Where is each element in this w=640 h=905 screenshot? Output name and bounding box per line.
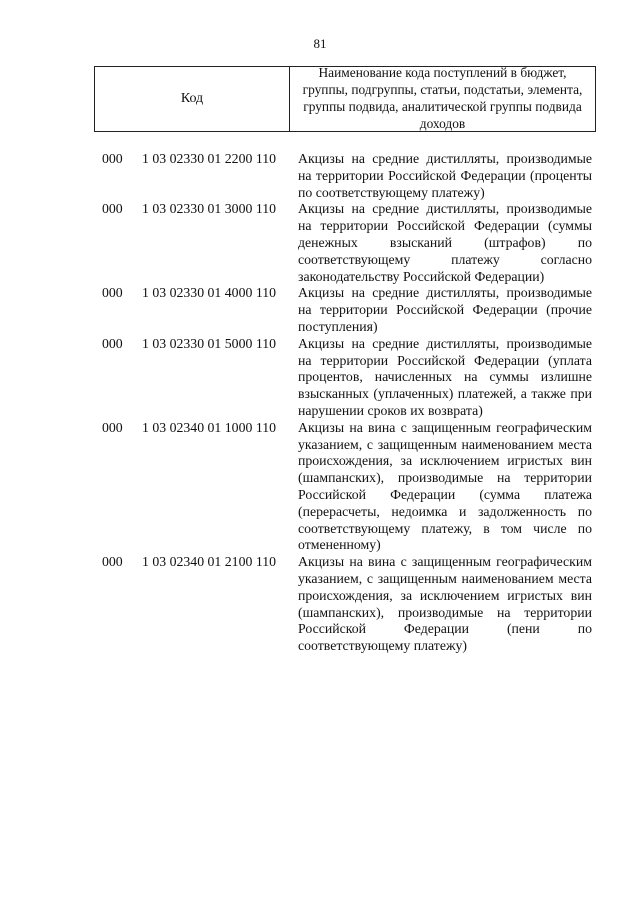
- table-row: [102, 285, 592, 335]
- revenue-code: 1 03 02340 01 2100 110: [142, 554, 277, 570]
- revenue-code: 1 03 02330 01 2200 110: [142, 151, 277, 166]
- admin-code: 000: [102, 554, 123, 570]
- revenue-name: Акцизы на средние дистилляты, производимые на территории Российской Федерации (проценты по соответствующему платежу): [298, 151, 592, 200]
- page-number: 81: [313, 36, 327, 51]
- revenue-name: Акцизы на вина с защищенным географическим указанием, с защищенным наименованием места происхождения, за исключением игристых вин (шампанских), производимые на территории Российской Федерации (сумма платежа (перерасчеты, недоимка и задолженность по соответствующему платежу, в том числе по отмененному): [298, 419, 592, 553]
- table-row: [102, 336, 592, 420]
- revenue-code: 1 03 02330 01 4000 110: [142, 285, 277, 301]
- table-row: [102, 420, 592, 554]
- admin-code: 000: [102, 419, 123, 435]
- code-list: [102, 151, 592, 655]
- revenue-name: Акцизы на средние дистилляты, производимые на территории Российской Федерации (уплата процентов, начисленных на суммы излишне взысканных (уплаченных) платежей, а также при нарушении сроков их возврата): [298, 335, 592, 418]
- revenue-name: Акцизы на средние дистилляты, производимые на территории Российской Федерации (прочие поступления): [298, 285, 592, 334]
- name-column-header: Наименование кода поступлений в бюджет, группы, подгруппы, статьи, подстатьи, элемента, группы подвида, аналитической группы подвида доходов: [302, 65, 583, 131]
- admin-code: 000: [102, 335, 123, 351]
- admin-code: 000: [102, 285, 123, 301]
- code-column-header: Код: [95, 67, 290, 131]
- revenue-code: 1 03 02340 01 1000 110: [142, 419, 277, 435]
- revenue-name: Акцизы на вина с защищенным географическим указанием, с защищенным наименованием места происхождения, за исключением игристых вин (шампанских), производимые на территории Российской Федерации (пени по соответствующему платежу): [298, 554, 592, 654]
- revenue-code: 1 03 02330 01 3000 110: [142, 201, 277, 217]
- revenue-name: Акцизы на средние дистилляты, производимые на территории Российской Федерации (суммы денежных взысканий (штрафов) по соответствующему платежу согласно законодательству Российской Федерации): [298, 201, 592, 284]
- admin-code: 000: [102, 151, 123, 166]
- admin-code: 000: [102, 201, 123, 217]
- table-header: [94, 66, 596, 132]
- revenue-code: 1 03 02330 01 5000 110: [142, 335, 277, 351]
- table-row: [102, 554, 592, 655]
- table-row: [102, 201, 592, 285]
- table-row: [102, 151, 592, 201]
